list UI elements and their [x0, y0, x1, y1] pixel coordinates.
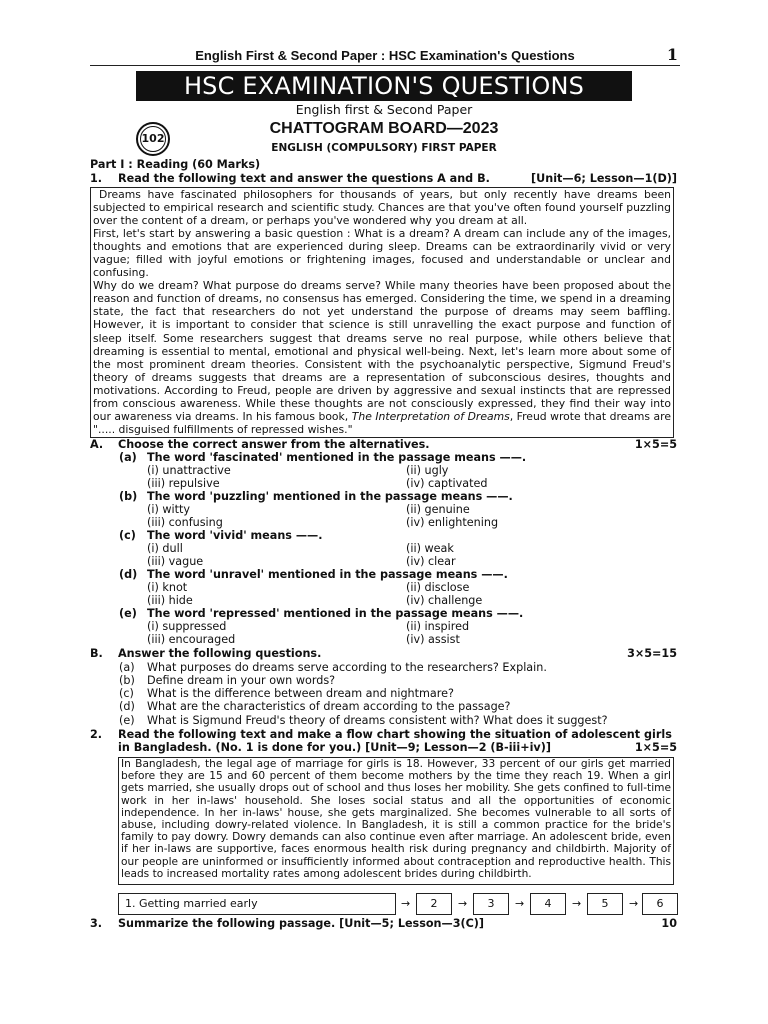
board-title: CHATTOGRAM BOARD—2023 [269, 120, 499, 137]
passage-paragraph-3-text: Why do we dream? What purpose do dreams serve? While many theories have been proposed about the reason and function of dreams, no consensus has emerged. Considering the time, we spend in a dreaming state, the fact that researchers do not yet understand the purpose of dreams may seem baffling. However, it is important to consider that science is still unravelling the exact purpose and function of sleep itself. Some researchers suggest that dreams serve no real purpose, while others believe that dreaming is essential to mental, emotional and physical well-being. Next, let's learn more about some of the most prominent dream theories. Consistent with the psychoanalytic perspective, Sigmund Freud's theory of dreams suggests that dreams are a representation of subconscious desires, thoughts and motivations. According to Freud, people are driven by aggressive and sexual instincts that are repressed from conscious awareness. While these thoughts are not consciously expressed, they find their way into our awareness via dreams. In his famous book, [93, 279, 671, 423]
mcq-option: (iii) hide [147, 594, 193, 607]
question-label: (b) [119, 674, 135, 687]
q2-instruction-line2: in Bangladesh. (No. 1 is done for you.) [Unit—9; Lesson—2 (B-iii+iv)] [118, 741, 551, 754]
mcq-option: (iii) encouraged [147, 633, 236, 646]
mcq-option: (ii) weak [406, 542, 454, 555]
part-b-marks: 3×5=15 [627, 647, 677, 660]
arrow-right-icon: → [458, 897, 468, 910]
question-text: What purposes do dreams serve according to the researchers? Explain. [147, 661, 547, 674]
q3-marks: 10 [661, 917, 677, 930]
mcq-option: (i) dull [147, 542, 183, 555]
mcq-option: (iv) clear [406, 555, 456, 568]
question-text: What are the characteristics of dream according to the passage? [147, 700, 511, 713]
passage-ending: , Freud wrote that dreams are "..... disguised fulfillments of repressed wishes." [93, 409, 672, 436]
mcq-option: (iv) enlightening [406, 516, 499, 529]
flow-step-1: 1. Getting married early [118, 893, 396, 915]
question-label: (e) [119, 714, 135, 727]
mcq-option: (iii) vague [147, 555, 204, 568]
mcq-option: (iii) repulsive [147, 477, 220, 490]
mcq-option: (ii) ugly [406, 464, 449, 477]
q1-reference: [Unit—6; Lesson—1(D)] [531, 172, 677, 185]
page-number: 1 [666, 45, 678, 64]
mcq-question: The word 'fascinated' mentioned in the passage means ——. [147, 451, 527, 464]
flow-step-2: 2 [416, 893, 452, 915]
mcq-option: (i) suppressed [147, 620, 227, 633]
subtitle: English first & Second Paper [295, 102, 473, 117]
q2-passage-text: In Bangladesh, the legal age of marriage for girls is 18. However, 33 percent of our girls get married before they are 15 and 60 percent of them become mothers by the time they reach 19. When a girl gets married, she usually drops out of school and thus loses her mobility. She gets confined to full-time work in her in-laws' household. She loses social status and all the opportunities of economic independence. In her in-laws' house, she gets marginalized. She becomes vulnerable to all sorts of abuse, including dowry-related violence. In Bangladesh, it is still a common practice for the bride's family to pay dowry. Dowry demands can also continue even after marriage. An adolescent bride, even if her in-laws are supportive, faces enormous health risk during pregnancy and childbirth. Majority of our people are uninformed or insufficiently informed about contraception and reproductive health. This leads to increased mortality rates among adolescent brides during childbirth. [121, 758, 671, 880]
mcq-question: The word 'unravel' mentioned in the passage means ——. [147, 568, 508, 581]
mcq-option: (iv) challenge [406, 594, 483, 607]
question-label: (a) [119, 661, 135, 674]
paper-title: ENGLISH (COMPULSORY) FIRST PAPER [271, 142, 497, 154]
arrow-right-icon: → [401, 897, 411, 910]
badge-number: 102 [140, 126, 166, 152]
mcq-question: The word 'repressed' mentioned in the passage means ——. [147, 607, 524, 620]
part-b-instruction: Answer the following questions. [118, 647, 322, 660]
part-a-letter: A. [90, 438, 104, 451]
book-title: The Interpretation of Dreams [351, 409, 510, 423]
mcq-question: The word 'puzzling' mentioned in the passage means ——. [147, 490, 513, 503]
passage-paragraph-1: Dreams have fascinated philosophers for thousands of years, but only recently have dreams been subjected to empirical research and scientific study. Chances are that you've often found yourself puzzling over the content of a dream, or perhaps you've wondered why you dream at all. [93, 188, 671, 228]
running-title: English First & Second Paper : HSC Examination's Questions [195, 48, 575, 63]
mcq-option: (iv) captivated [406, 477, 488, 490]
question-text: What is Sigmund Freud's theory of dreams consistent with? What does it suggest? [147, 714, 608, 727]
mcq-label: (b) [119, 490, 138, 503]
q2-marks: 1×5=5 [634, 741, 677, 754]
running-header [90, 46, 680, 66]
part-a-marks: 1×5=5 [634, 438, 677, 451]
part-a-instruction: Choose the correct answer from the alternatives. [118, 438, 430, 451]
passage-paragraph-3 [93, 279, 671, 436]
arrow-right-icon: → [572, 897, 582, 910]
mcq-label: (c) [119, 529, 136, 542]
q2-instruction-line1: Read the following text and make a flow chart showing the situation of adolescent girls [118, 728, 672, 741]
mcq-option: (iv) assist [406, 633, 460, 646]
q1-number: 1. [90, 172, 103, 185]
mcq-option: (iii) confusing [147, 516, 223, 529]
q3-number: 3. [90, 917, 103, 930]
mcq-label: (e) [119, 607, 137, 620]
q1-passage [90, 187, 674, 438]
question-label: (c) [119, 687, 134, 700]
mcq-option: (i) knot [147, 581, 188, 594]
mcq-option: (ii) disclose [406, 581, 470, 594]
mcq-question: The word 'vivid' means ——. [147, 529, 323, 542]
flow-step-3: 3 [473, 893, 509, 915]
arrow-right-icon: → [629, 897, 639, 910]
part-b-letter: B. [90, 647, 103, 660]
flow-step-4: 4 [530, 893, 566, 915]
mcq-option: (i) witty [147, 503, 191, 516]
mcq-label: (a) [119, 451, 137, 464]
mcq-option: (ii) inspired [406, 620, 470, 633]
q2-number: 2. [90, 728, 103, 741]
mcq-label: (d) [119, 568, 138, 581]
mcq-option: (i) unattractive [147, 464, 231, 477]
q1-instruction: Read the following text and answer the questions A and B. [118, 172, 490, 185]
title-banner: HSC EXAMINATION'S QUESTIONS [136, 71, 632, 101]
mcq-option: (ii) genuine [406, 503, 470, 516]
passage-paragraph-2: First, let's start by answering a basic question : What is a dream? A dream can include any of the images, thoughts and emotions that are experienced during sleep. Dreams can be extraordinarily vivid or very vague; filled with joyful emotions or frightening images, focused and understandable or unclear and confusing. [93, 227, 671, 280]
arrow-right-icon: → [515, 897, 525, 910]
part-heading: Part I : Reading (60 Marks) [90, 158, 261, 171]
question-label: (d) [119, 700, 135, 713]
question-text: Define dream in your own words? [147, 674, 336, 687]
q3-instruction: Summarize the following passage. [Unit—5; Lesson—3(C)] [118, 917, 485, 930]
flow-step-5: 5 [587, 893, 623, 915]
flow-step-6: 6 [642, 893, 678, 915]
q2-passage [118, 757, 674, 885]
question-text: What is the difference between dream and nightmare? [147, 687, 454, 700]
